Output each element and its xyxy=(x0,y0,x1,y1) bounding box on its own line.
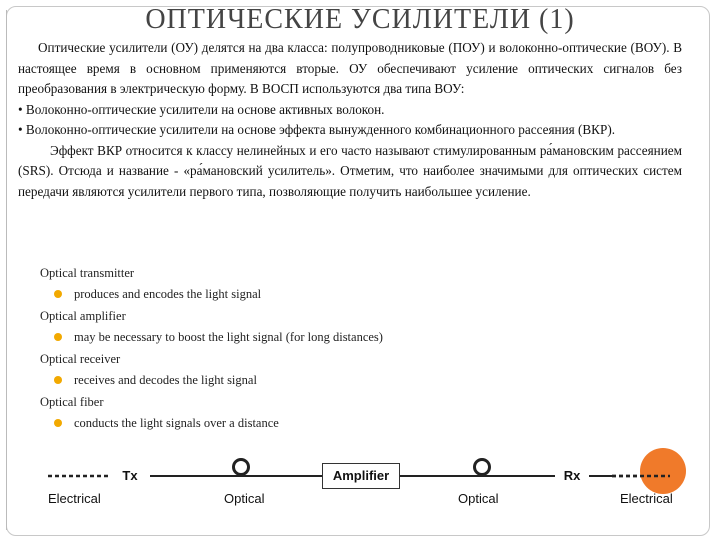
list-item xyxy=(40,395,660,438)
list-item-title: Optical receiver xyxy=(40,352,121,366)
label-electrical-right: Electrical xyxy=(620,491,673,506)
list-item-title: Optical amplifier xyxy=(40,309,126,323)
list-item xyxy=(40,266,660,309)
raman-paragraph: Эффект ВКР относится к классу нелинейных и его часто называют стимулированным ра́мановским рассеянием (SRS). Отсюда и название - «ра́мановский усилитель». Отметим, что наиболее значимыми для оптических систем передачи являются усилители первого типа, позволяющие получить наибольшее усиление. xyxy=(18,142,682,199)
intro-paragraph: Оптические усилители (ОУ) делятся на два класса: полупроводниковые (ПОУ) и волоконно-оптические (ВОУ). В настоящее время в основном применяются вторые. ОУ обеспечивают усиление оптических сигналов без преобразования в электрическую форму. В ВОСП используются два типа ВОУ: xyxy=(18,40,682,96)
list-item-title: Optical fiber xyxy=(40,395,104,409)
list-item-desc: produces and encodes the light signal xyxy=(74,287,262,301)
label-optical-left: Optical xyxy=(224,491,265,506)
connector-icon xyxy=(473,458,491,476)
list-item-desc: may be necessary to boost the light signal (for long distances) xyxy=(74,330,383,344)
link-diagram xyxy=(0,440,720,540)
amplifier-box: Amplifier xyxy=(322,463,400,489)
bullet-raman: • Волоконно-оптические усилители на основе эффекта вынужденного комбинационного рассеяния (ВКР). xyxy=(18,120,682,141)
slide-title: ОПТИЧЕСКИЕ УСИЛИТЕЛИ (1) xyxy=(145,4,575,35)
bullet-dot-icon xyxy=(54,376,62,384)
rx-box: Rx xyxy=(555,465,589,487)
tx-box: Tx xyxy=(110,465,150,487)
bullet-dot-icon xyxy=(54,333,62,341)
list-item-title: Optical transmitter xyxy=(40,266,135,280)
list-item-desc: conducts the light signals over a distance xyxy=(74,416,279,430)
list-item-desc: receives and decodes the light signal xyxy=(74,373,257,387)
list-item xyxy=(40,309,660,352)
component-list xyxy=(40,266,660,438)
label-optical-right: Optical xyxy=(458,491,499,506)
bullet-active-fiber: • Волоконно-оптические усилители на основе активных волокон. xyxy=(18,100,682,121)
body-text xyxy=(18,38,682,202)
connector-icon xyxy=(232,458,250,476)
label-electrical-left: Electrical xyxy=(48,491,101,506)
bullet-dot-icon xyxy=(54,290,62,298)
list-item xyxy=(40,352,660,395)
bullet-dot-icon xyxy=(54,419,62,427)
